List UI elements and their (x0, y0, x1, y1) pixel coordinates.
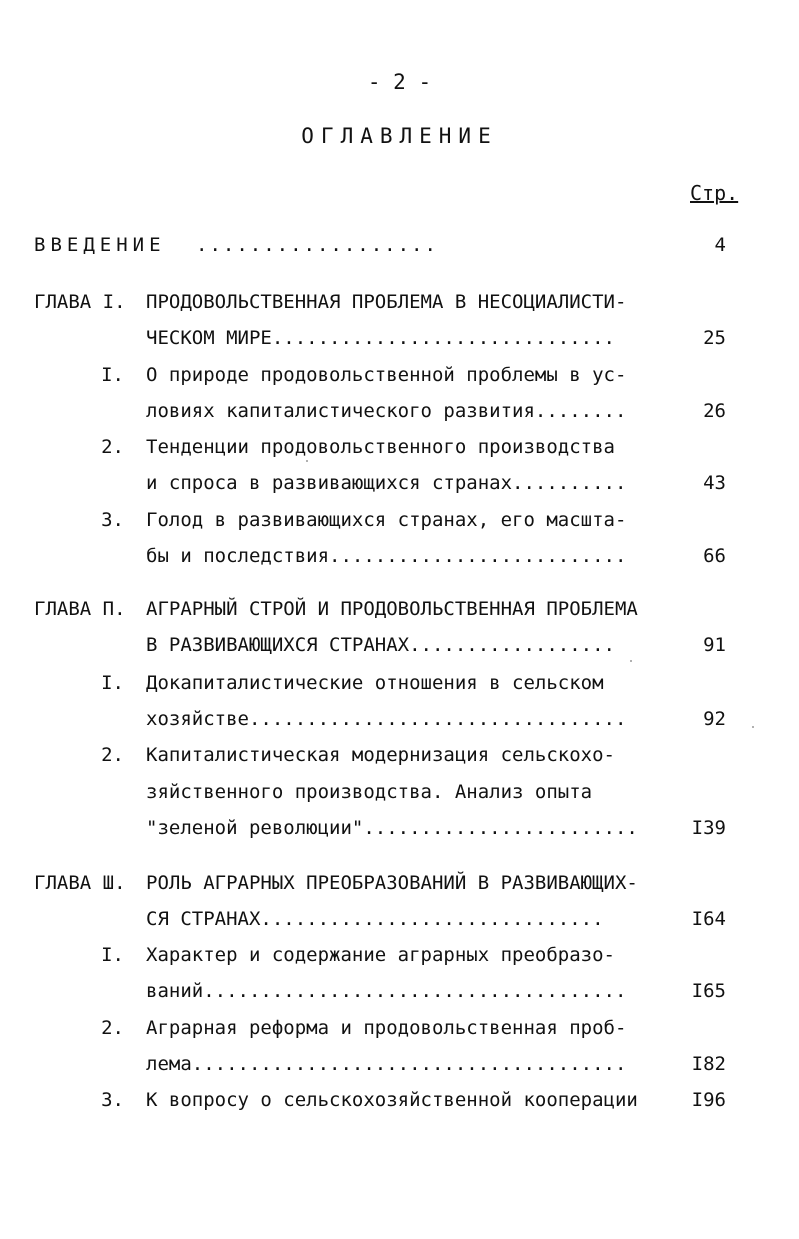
chapter-1-label: ГЛАВА I. (34, 291, 126, 313)
chapter-2-section-2-line-3: "зеленой революции"........................ (146, 817, 638, 839)
chapter-1-page: 25 (703, 327, 726, 349)
chapter-3-section-1-line-1: Характер и содержание аграрных преобразо- (146, 944, 615, 966)
chapter-1-section-1-number: I. (101, 364, 124, 386)
chapter-1-section-2-page: 43 (703, 472, 726, 494)
chapter-2-label: ГЛАВА П. (34, 598, 126, 620)
chapter-3-section-1-line-2: ваний..................................... (146, 980, 627, 1002)
chapter-1-section-3-number: 3. (101, 509, 124, 531)
page-title: ОГЛАВЛЕНИЕ (301, 124, 498, 148)
chapter-2-section-2-page: I39 (691, 817, 726, 839)
chapter-1-section-3-line-1: Голод в развивающихся странах, его масшта- (146, 509, 627, 531)
intro-leader-dots: .................. (196, 234, 438, 256)
chapter-2-title-line-2: В РАЗВИВАЮЩИХСЯ СТРАНАХ.................. (146, 634, 615, 656)
chapter-3-section-3-page: I96 (691, 1089, 726, 1111)
chapter-2-title-line-1: АГРАРНЫЙ СТРОЙ И ПРОДОВОЛЬСТВЕННАЯ ПРОБЛЕМА (146, 598, 638, 620)
scan-speck (306, 460, 308, 462)
chapter-3-section-2-number: 2. (101, 1017, 124, 1039)
chapter-2-section-1-number: I. (101, 672, 124, 694)
chapter-3-page: I64 (691, 908, 726, 930)
chapter-1-section-3-page: 66 (703, 545, 726, 567)
chapter-2-section-1-page: 92 (703, 708, 726, 730)
chapter-1-title-line-2: ЧЕСКОМ МИРЕ.............................. (146, 327, 615, 349)
chapter-3-section-1-page: I65 (691, 980, 726, 1002)
chapter-3-title-line-1: РОЛЬ АГРАРНЫХ ПРЕОБРАЗОВАНИЙ В РАЗВИВАЮЩИХ- (146, 872, 638, 894)
chapter-1-title-line-1: ПРОДОВОЛЬСТВЕННАЯ ПРОБЛЕМА В НЕСОЦИАЛИСТИ- (146, 291, 627, 313)
chapter-3-section-1-number: I. (101, 944, 124, 966)
chapter-3-label: ГЛАВА Ш. (34, 872, 126, 894)
scan-speck (630, 660, 632, 662)
chapter-3-section-3-line-1: К вопросу о сельскохозяйственной кооперации (146, 1089, 638, 1111)
page-number: - 2 - (367, 70, 432, 94)
chapter-3-section-2-line-2: лема...................................... (146, 1053, 627, 1075)
chapter-1-section-1-page: 26 (703, 400, 726, 422)
chapter-2-section-2-number: 2. (101, 744, 124, 766)
chapter-2-page: 91 (703, 634, 726, 656)
chapter-1-section-3-line-2: бы и последствия.......................... (146, 545, 627, 567)
chapter-2-section-2-line-1: Капиталистическая модернизация сельскохо- (146, 744, 615, 766)
chapter-2-section-2-line-2: зяйственного производства. Анализ опыта (146, 781, 593, 803)
chapter-1-section-1-line-1: О природе продовольственной проблемы в ус- (146, 364, 627, 386)
intro-page: 4 (714, 234, 726, 256)
chapter-1-section-2-number: 2. (101, 436, 124, 458)
intro-label: ВВЕДЕНИЕ (34, 234, 166, 256)
chapter-3-section-2-page: I82 (691, 1053, 726, 1075)
chapter-2-section-1-line-1: Докапиталистические отношения в сельском (146, 672, 604, 694)
chapter-3-section-3-number: 3. (101, 1089, 124, 1111)
page-column-label: Стр. (690, 181, 739, 205)
chapter-1-section-2-line-2: и спроса в развивающихся странах.......... (146, 472, 627, 494)
chapter-1-section-1-line-2: ловиях капиталистического развития........ (146, 400, 627, 422)
chapter-3-section-2-line-1: Аграрная реформа и продовольственная проб- (146, 1017, 627, 1039)
chapter-1-section-2-line-1: Тенденции продовольственного производства (146, 436, 615, 458)
scan-speck (752, 726, 754, 728)
chapter-3-title-line-2: СЯ СТРАНАХ.............................. (146, 908, 604, 930)
chapter-2-section-1-line-2: хозяйстве................................. (146, 708, 627, 730)
